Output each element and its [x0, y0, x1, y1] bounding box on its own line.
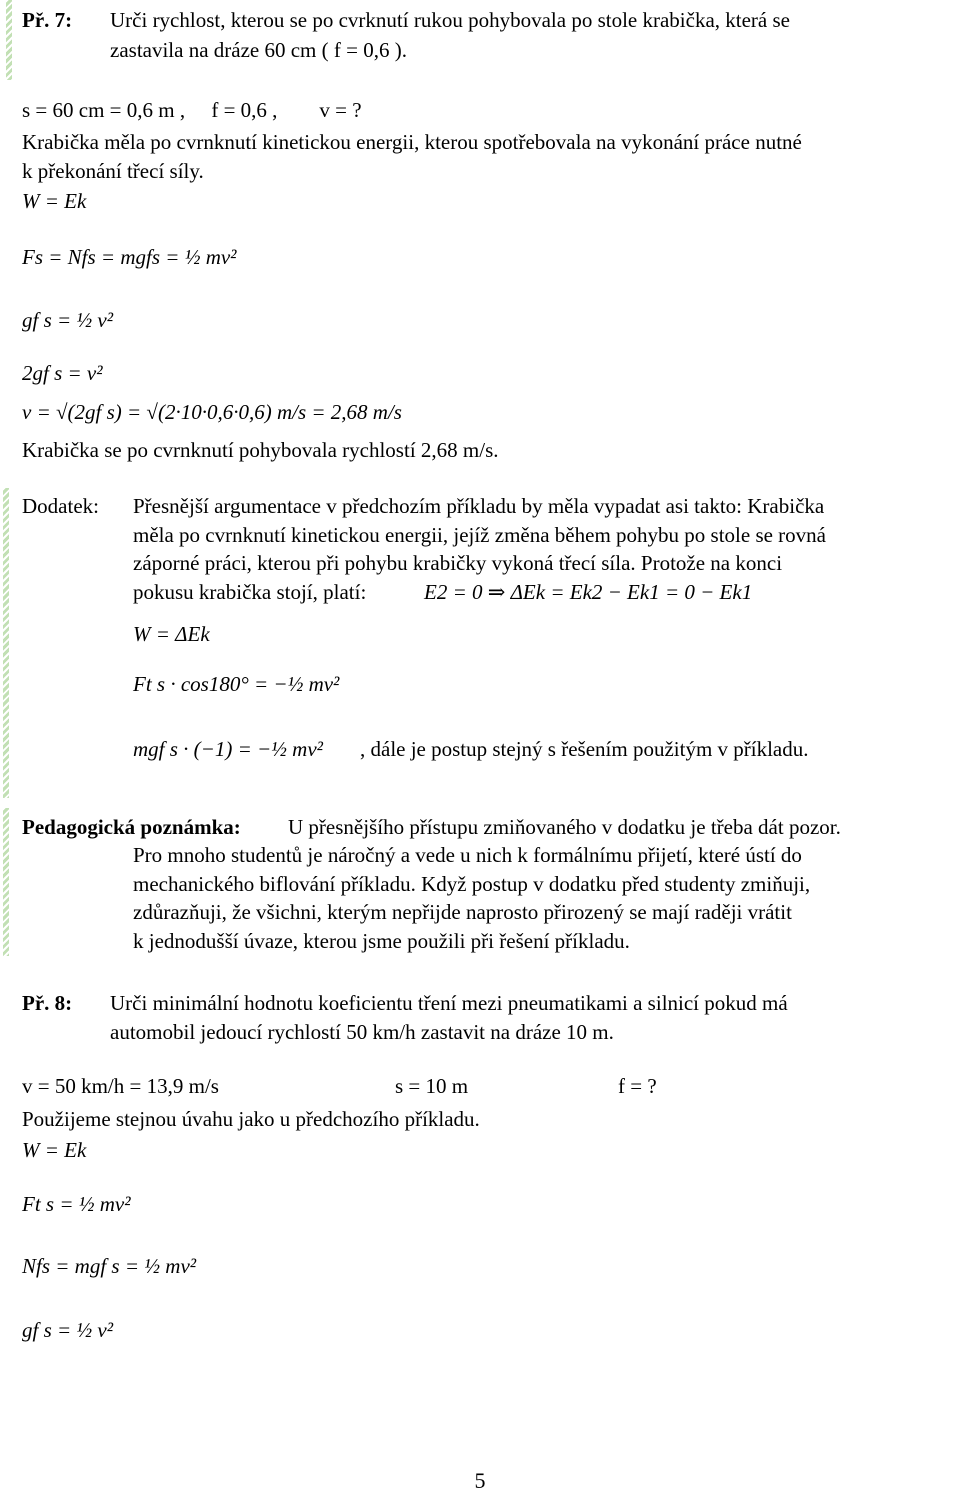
example-7-equation-2: Fs = Nfs = mgfs = ½ mv² [22, 245, 237, 269]
example-8-equation-1: W = Ek [22, 1138, 87, 1162]
addendum-equation-1: W = ΔEk [133, 622, 210, 646]
example-7-task-line-2: zastavila na dráze 60 cm ( f = 0,6 ). [110, 38, 407, 62]
pedagogic-note-line-4: zdůrazňuji, že všichni, kterým nepřijde naprosto přirozený se mají raději vrátit [133, 900, 792, 924]
page-number: 5 [474, 1468, 486, 1493]
example-8-given-friction: f = ? [618, 1074, 657, 1098]
addendum-label: Dodatek: [22, 494, 99, 518]
addendum-equation-3: mgf s · (−1) = −½ mv² [133, 737, 323, 761]
example-7-answer: Krabička se po cvrnknutí pohybovala rychlostí 2,68 m/s. [22, 438, 499, 462]
example-7-label: Př. 7: [22, 8, 73, 32]
example-8-equation-2: Ft s = ½ mv² [22, 1192, 131, 1216]
margin-bar-addendum [3, 488, 9, 798]
example-8-task-line-2: automobil jedoucí rychlostí 50 km/h zastavit na dráze 10 m. [110, 1020, 614, 1044]
addendum-line-4-equation: E2 = 0 ⇒ ΔEk = Ek2 − Ek1 = 0 − Ek1 [424, 580, 753, 604]
example-7-explain-line-2: k překonání třecí síly. [22, 159, 204, 183]
example-7-equation-1: W = Ek [22, 189, 87, 213]
margin-bar-note [3, 808, 9, 956]
margin-bar-example [6, 0, 12, 80]
pedagogic-note-line-1: U přesnějšího přístupu zmiňovaného v dodatku je třeba dát pozor. [288, 815, 841, 839]
pedagogic-note-label: Pedagogická poznámka: [22, 815, 241, 839]
addendum-equation-3-tail: , dále je postup stejný s řešením použitým v příkladu. [360, 737, 809, 761]
addendum-equation-2: Ft s · cos180° = −½ mv² [133, 672, 340, 696]
pedagogic-note-line-2: Pro mnoho studentů je náročný a vede u nich k formálnímu přijetí, které ústí do [133, 843, 802, 867]
example-7-equation-3: gf s = ½ v² [22, 308, 114, 332]
example-7-given: s = 60 cm = 0,6 m , f = 0,6 , v = ? [22, 98, 362, 122]
addendum-line-3: záporné práci, kterou při pohybu krabičky vykoná třecí síla. Protože na konci [133, 551, 783, 575]
example-7-equation-4: 2gf s = v² [22, 361, 103, 385]
addendum-line-1: Přesnější argumentace v předchozím příkladu by měla vypadat asi takto: Krabička [133, 494, 825, 518]
pedagogic-note-line-3: mechanického biflování příkladu. Když postup v dodatku před studenty zmiňuji, [133, 872, 811, 896]
addendum-line-2: měla po cvrnknutí kinetickou energii, jejíž změna během pohybu po stole se rovná [133, 523, 826, 547]
example-7-task-line-1: Urči rychlost, kterou se po cvrknutí rukou pohybovala po stole krabička, která se [110, 8, 790, 32]
example-8-reuse-note: Použijeme stejnou úvahu jako u předchozího příkladu. [22, 1107, 480, 1131]
example-8-equation-4: gf s = ½ v² [22, 1318, 114, 1342]
pedagogic-note-line-5: k jednodušší úvaze, kterou jsme použili při řešení příkladu. [133, 929, 630, 953]
example-8-given-distance: s = 10 m [395, 1074, 469, 1098]
example-8-given-velocity: v = 50 km/h = 13,9 m/s [22, 1074, 219, 1098]
example-8-task-line-1: Urči minimální hodnotu koeficientu tření mezi pneumatikami a silnicí pokud má [110, 991, 788, 1015]
example-8-label: Př. 8: [22, 991, 73, 1015]
addendum-line-4: pokusu krabička stojí, platí: [133, 580, 367, 604]
example-8-equation-3: Nfs = mgf s = ½ mv² [22, 1254, 197, 1278]
example-7-equation-5: v = √(2gf s) = √(2·10·0,6·0,6) m/s = 2,68 m/s [22, 400, 402, 424]
example-7-explain-line-1: Krabička měla po cvrnknutí kinetickou energii, kterou spotřebovala na vykonání práce nutné [22, 130, 802, 154]
